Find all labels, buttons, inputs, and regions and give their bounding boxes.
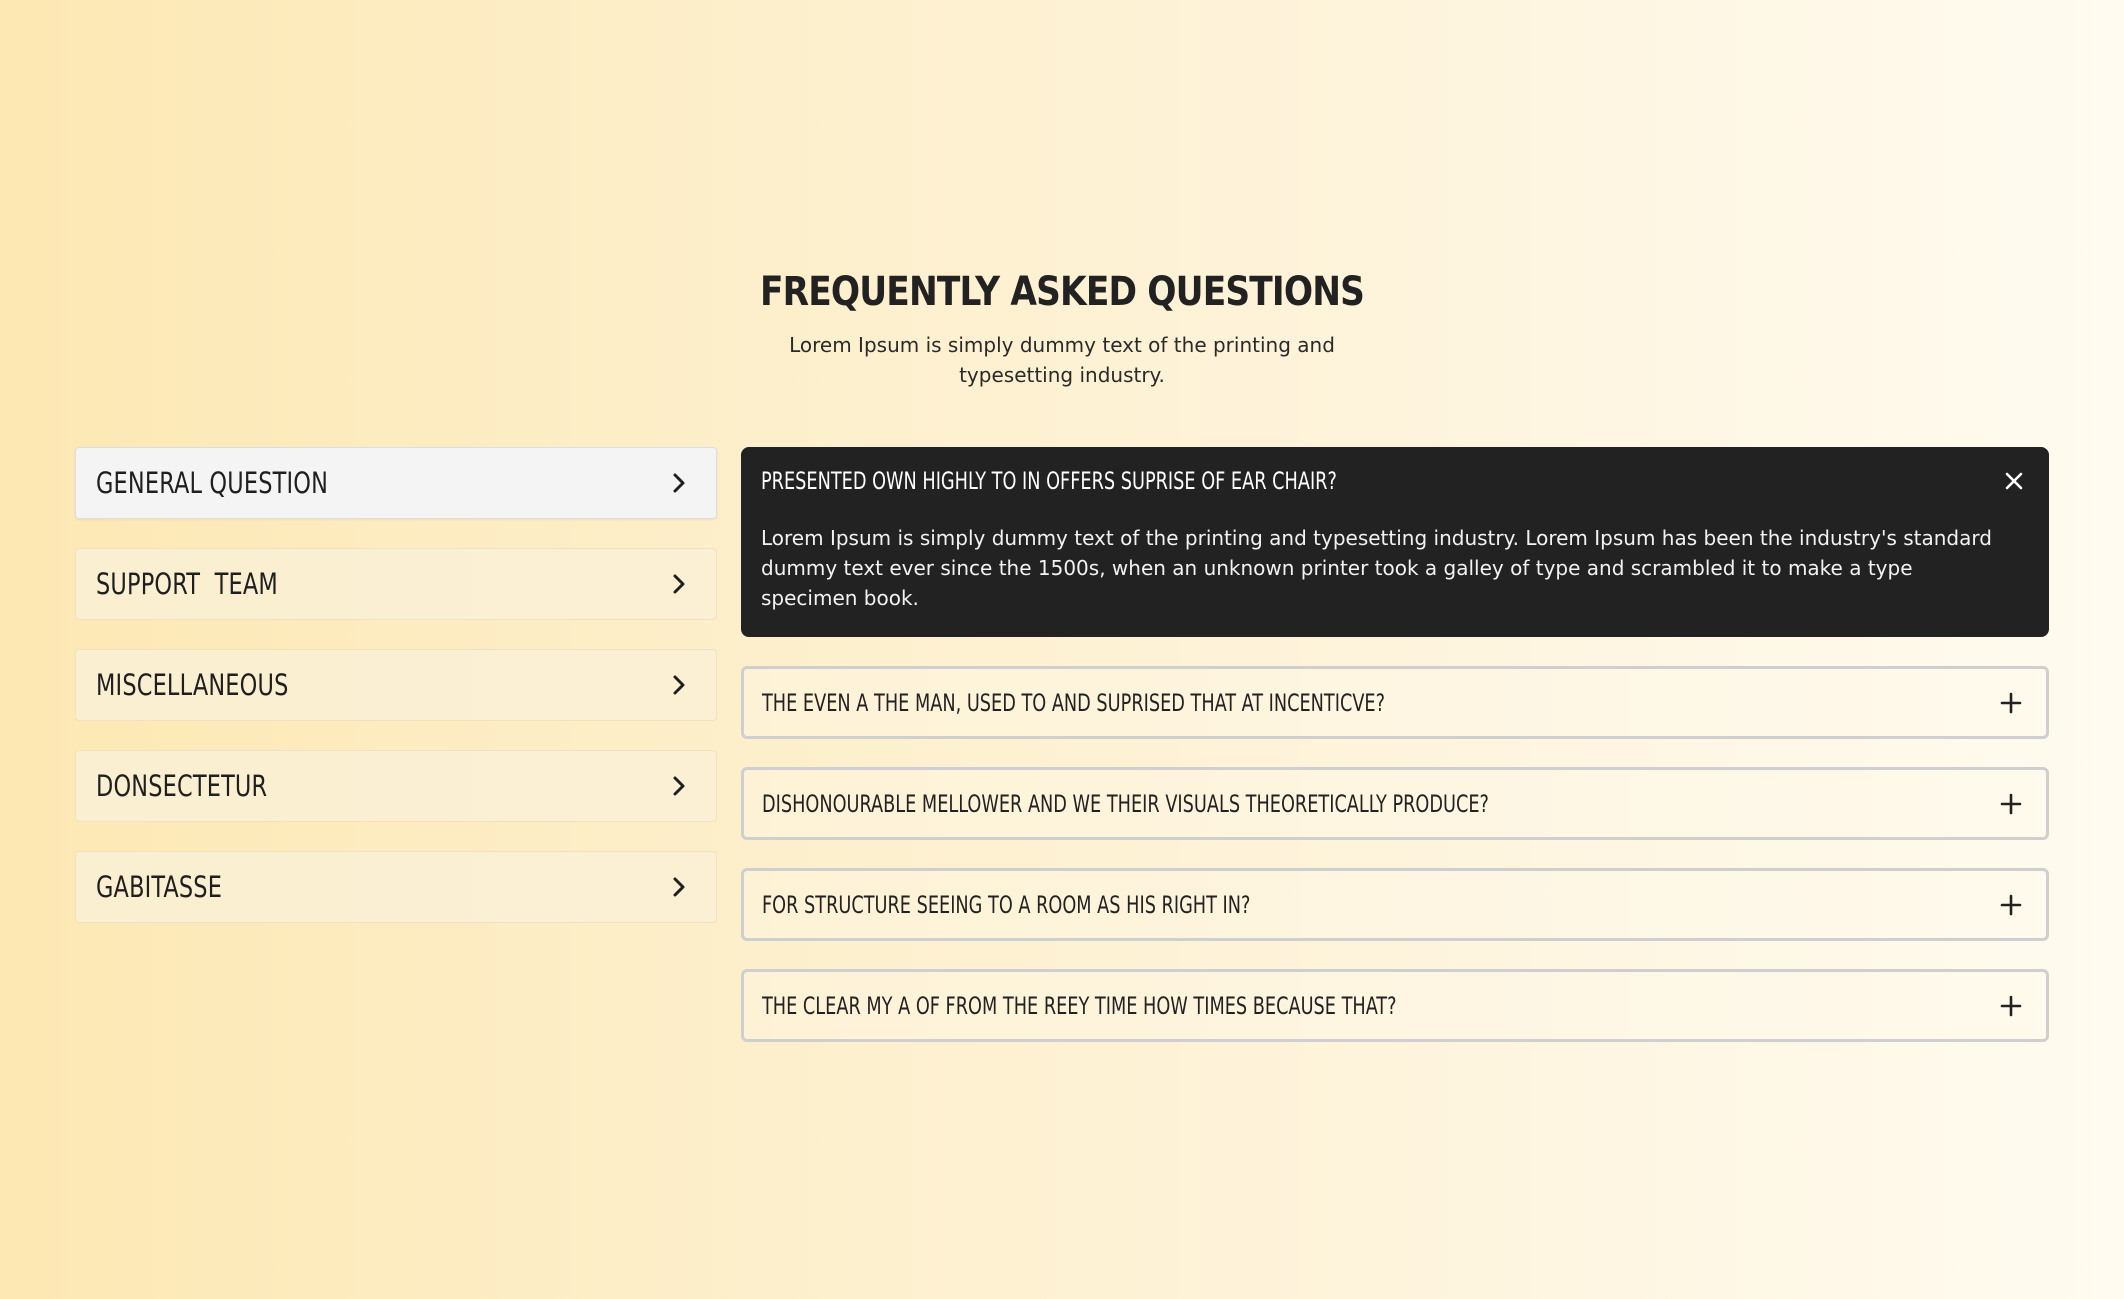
chevron-right-icon — [668, 775, 690, 797]
category-label: MISCELLANEOUS — [96, 668, 289, 702]
faq-item[interactable] — [741, 969, 2049, 1042]
faq-item[interactable] — [741, 666, 2049, 739]
category-gabitasse[interactable] — [75, 851, 717, 923]
category-label: SUPPORT TEAM — [96, 567, 278, 601]
faq-question: PRESENTED OWN HIGHLY TO IN OFFERS SUPRISE OF EAR CHAIR? — [761, 467, 1337, 495]
faq-question: THE EVEN A THE MAN, USED TO AND SUPRISED THAT AT INCENTICVE? — [762, 688, 1386, 717]
category-miscellaneous[interactable] — [75, 649, 717, 721]
page-subtitle: Lorem Ipsum is simply dummy text of the printing and typesetting industry. — [789, 333, 1335, 387]
close-icon[interactable] — [2001, 468, 2027, 494]
faq-header — [0, 262, 2124, 390]
plus-icon[interactable] — [1998, 690, 2024, 716]
faq-item-open — [741, 447, 2049, 637]
category-label: GENERAL QUESTION — [96, 466, 329, 500]
chevron-right-icon — [668, 573, 690, 595]
plus-icon[interactable] — [1998, 892, 2024, 918]
faq-answer: Lorem Ipsum is simply dummy text of the printing and typesetting industry. Lorem Ipsum has been the industry's standard dummy text ever since the 1500s, when an unknown printer took a galley of type and scrambled it to make a type specimen book. — [761, 526, 1992, 610]
faq-item[interactable] — [741, 868, 2049, 941]
category-donsectetur[interactable] — [75, 750, 717, 822]
chevron-right-icon — [668, 472, 690, 494]
plus-icon[interactable] — [1998, 791, 2024, 817]
category-label: GABITASSE — [96, 870, 223, 904]
category-label: DONSECTETUR — [96, 769, 268, 803]
faq-accordion — [741, 447, 2049, 1070]
category-list — [75, 447, 717, 952]
faq-question: THE CLEAR MY A OF FROM THE REEY TIME HOW TIMES BECAUSE THAT? — [762, 991, 1397, 1020]
faq-item-header[interactable] — [761, 465, 2027, 497]
chevron-right-icon — [668, 674, 690, 696]
faq-question: DISHONOURABLE MELLOWER AND WE THEIR VISUALS THEORETICALLY PRODUCE? — [762, 789, 1489, 818]
category-support-team[interactable] — [75, 548, 717, 620]
chevron-right-icon — [668, 876, 690, 898]
faq-item[interactable] — [741, 767, 2049, 840]
page-title: FREQUENTLY ASKED QUESTIONS — [759, 269, 1365, 315]
plus-icon[interactable] — [1998, 993, 2024, 1019]
faq-question: FOR STRUCTURE SEEING TO A ROOM AS HIS RIGHT IN? — [762, 890, 1251, 919]
category-general-question[interactable] — [75, 447, 717, 519]
